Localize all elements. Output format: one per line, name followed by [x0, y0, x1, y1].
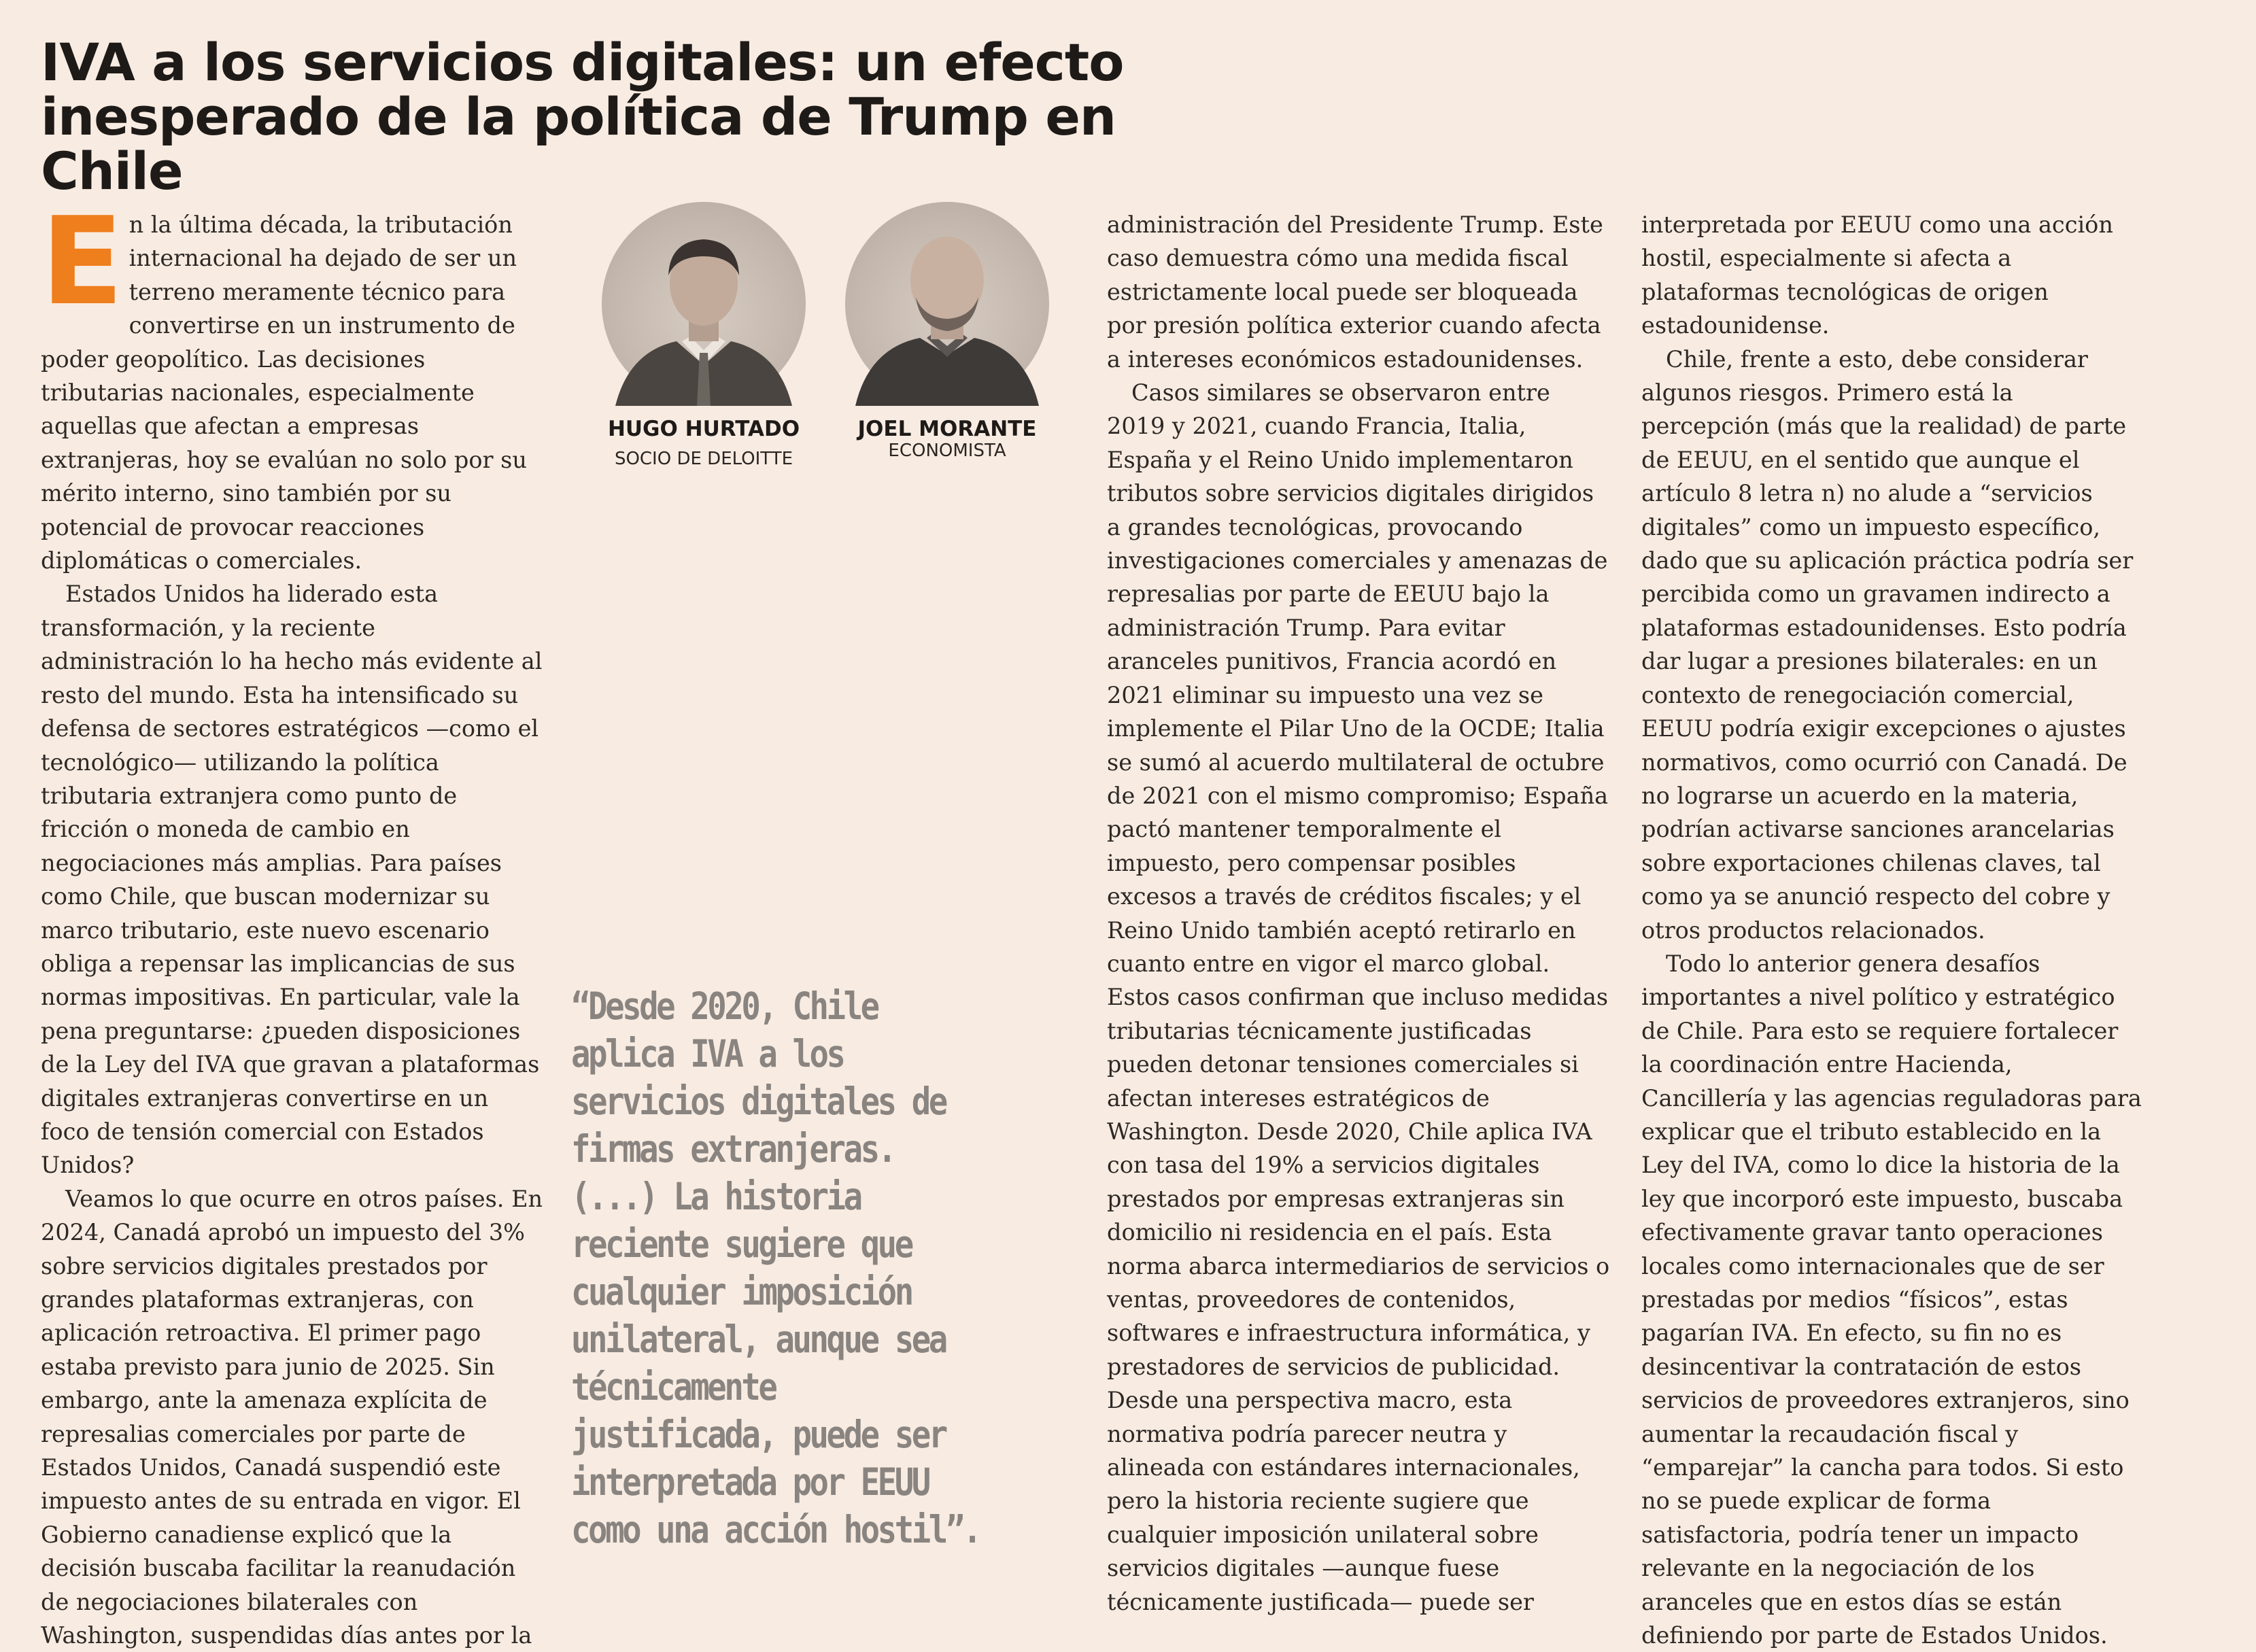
author-role: ECONOMISTA: [888, 441, 1006, 461]
author-photo-hugo-hurtado: [602, 202, 806, 406]
article-column-4: [1641, 208, 2144, 1652]
author-name: HUGO HURTADO: [607, 417, 800, 441]
article-text: n la última década, la tributación internacional ha dejado de ser un terreno meramente técnico para convertirse en un instrumento de poder geopolítico. Las decisiones tributarias nacionales, especialmente aquellas que afectan a empresas extranjeras, hoy se evalúan no solo por su mérito interno, sino también por su potencial de provocar reacciones diplomáticas o comerciales.: [41, 211, 527, 574]
article-paragraph: Casos similares se observaron entre 2019 y 2021, cuando Francia, Italia, España y el Reino Unido implementaron tributos sobre servicios digitales dirigidos a grandes tecnológicas, provocando investigaciones comerciales y amenazas de represalias por parte de EEUU bajo la administración Trump. Para evitar aranceles punitivos, Francia acordó en 2021 eliminar su impuesto una vez se implemente el Pilar Uno de la OCDE; Italia se sumó al acuerdo multilateral de octubre de 2021 con el mismo compromiso; España pactó mantener temporalmente el impuesto, pero compensar posibles excesos a través de créditos fiscales; y el Reino Unido también aceptó retirarlo en cuanto entre en vigor el marco global. Estos casos confirman que incluso medidas tributarias técnicamente justificadas pueden detonar tensiones comerciales si afectan intereses estratégicos de Washington. Desde 2020, Chile aplica IVA con tasa del 19% a servicios digitales prestados por empresas extranjeras sin domicilio ni residencia en el país. Esta norma abarca intermediarios de servicios o ventas, proveedores de contenidos, softwares e infraestructura informática, y prestadores de servicios de publicidad. Desde una perspectiva macro, esta normativa podría parecer neutra y alineada con estándares internacionales, pero la historia reciente sugiere que cualquier imposición unilateral sobre servicios digitales —aunque fuese técnicamente justificada— puede ser: [1107, 379, 1610, 1615]
drop-cap: E: [41, 191, 124, 332]
article-paragraph: administración del Presidente Trump. Este caso demuestra cómo una medida fiscal estrictamente local puede ser bloqueada por presión política exterior cuando afecta a intereses económicos estadounidenses.: [1107, 211, 1603, 373]
author-photo-joel-morante: [845, 202, 1049, 406]
article-paragraph: Chile, frente a esto, debe considerar algunos riesgos. Primero está la percepción (más que la realidad) de parte de EEUU, en el sentido que aunque el artículo 8 letra n) no alude a “servicios digitales” como un impuesto específico, dado que su aplicación práctica podría ser percibida como un gravamen indirecto a plataformas estadounidenses. Esto podría dar lugar a presiones bilaterales: en un contexto de renegociación comercial, EEUU podría exigir excepciones o ajustes normativos, como ocurrió con Canadá. De no lograrse un acuerdo en la materia, podrían activarse sanciones arancelarias sobre exportaciones chilenas claves, tal como ya se anunció respecto del cobre y otros productos relacionados.: [1641, 345, 2134, 944]
article-paragraph: [41, 191, 544, 577]
article-paragraph: Todo lo anterior genera desafíos importantes a nivel político y estratégico de Chile. Para esto se requiere fortalecer la coordinación entre Hacienda, Cancillería y las agencias reguladoras para explicar que el tributo establecido en la Ley del IVA, como lo dice la historia de la ley que incorporó este impuesto, buscaba efectivamente gravar tanto operaciones locales como internacionales que de ser prestadas por medios “físicos”, estas pagarían IVA. En efecto, su fin no es desincentivar la contratación de estos servicios de proveedores extranjeros, sino aumentar la recaudación fiscal y “emparejar” la cancha para todos. Si esto no se puede explicar de forma satisfactoria, podría tener un impacto relevante en la negociación de los aranceles que en estos días se están definiendo por parte de Estados Unidos.: [1641, 950, 2142, 1649]
article-column-3: [1107, 208, 1610, 1619]
author-role: SOCIO DE DELOITTE: [614, 449, 793, 469]
portrait-icon: [845, 202, 1049, 406]
portrait-icon: [602, 202, 806, 406]
article-column-1: [41, 191, 544, 1652]
article-paragraph: Estados Unidos ha liderado esta transformación, y la reciente administración lo ha hecho más evidente al resto del mundo. Esta ha intensificado su defensa de sectores estratégicos —como el tecnológico— utilizando la política tributaria extranjera como punto de fricción o moneda de cambio en negociaciones más amplias. Para países como Chile, que buscan modernizar su marco tributario, este nuevo escenario obliga a repensar las implicancias de sus normas impositivas. En particular, vale la pena preguntarse: ¿pueden disposiciones de la Ley del IVA que gravan a plataformas digitales extranjeras convertirse en un foco de tensión comercial con Estados Unidos?: [41, 581, 543, 1179]
pull-quote: “Desde 2020, Chile aplica IVA a los servicios digitales de firmas extranjeras. (...) La historia reciente sugiere que cualquier imposición unilateral, aunque sea técnicamente justificada, puede ser interpretada por EEUU como una acción hostil”.: [571, 984, 980, 1551]
headline: IVA a los servicios digitales: un efecto inesperado de la política de Trump en Chile: [41, 32, 1124, 201]
article-paragraph: Veamos lo que ocurre en otros países. En 2024, Canadá aprobó un impuesto del 3% sobre servicios digitales prestados por grandes plataformas extranjeras, con aplicación retroactiva. El primer pago estaba previsto para junio de 2025. Sin embargo, ante la amenaza explícita de represalias comerciales por parte de Estados Unidos, Canadá suspendió este impuesto antes de su entrada en vigor. El Gobierno canadiense explicó que la decisión buscaba facilitar la reanudación de negociaciones bilaterales con Washington, suspendidas días antes por la: [41, 1185, 543, 1649]
article-paragraph: interpretada por EEUU como una acción hostil, especialmente si afecta a plataformas tecnológicas de origen estadounidense.: [1641, 211, 2113, 339]
author-name: JOEL MORANTE: [857, 417, 1037, 441]
